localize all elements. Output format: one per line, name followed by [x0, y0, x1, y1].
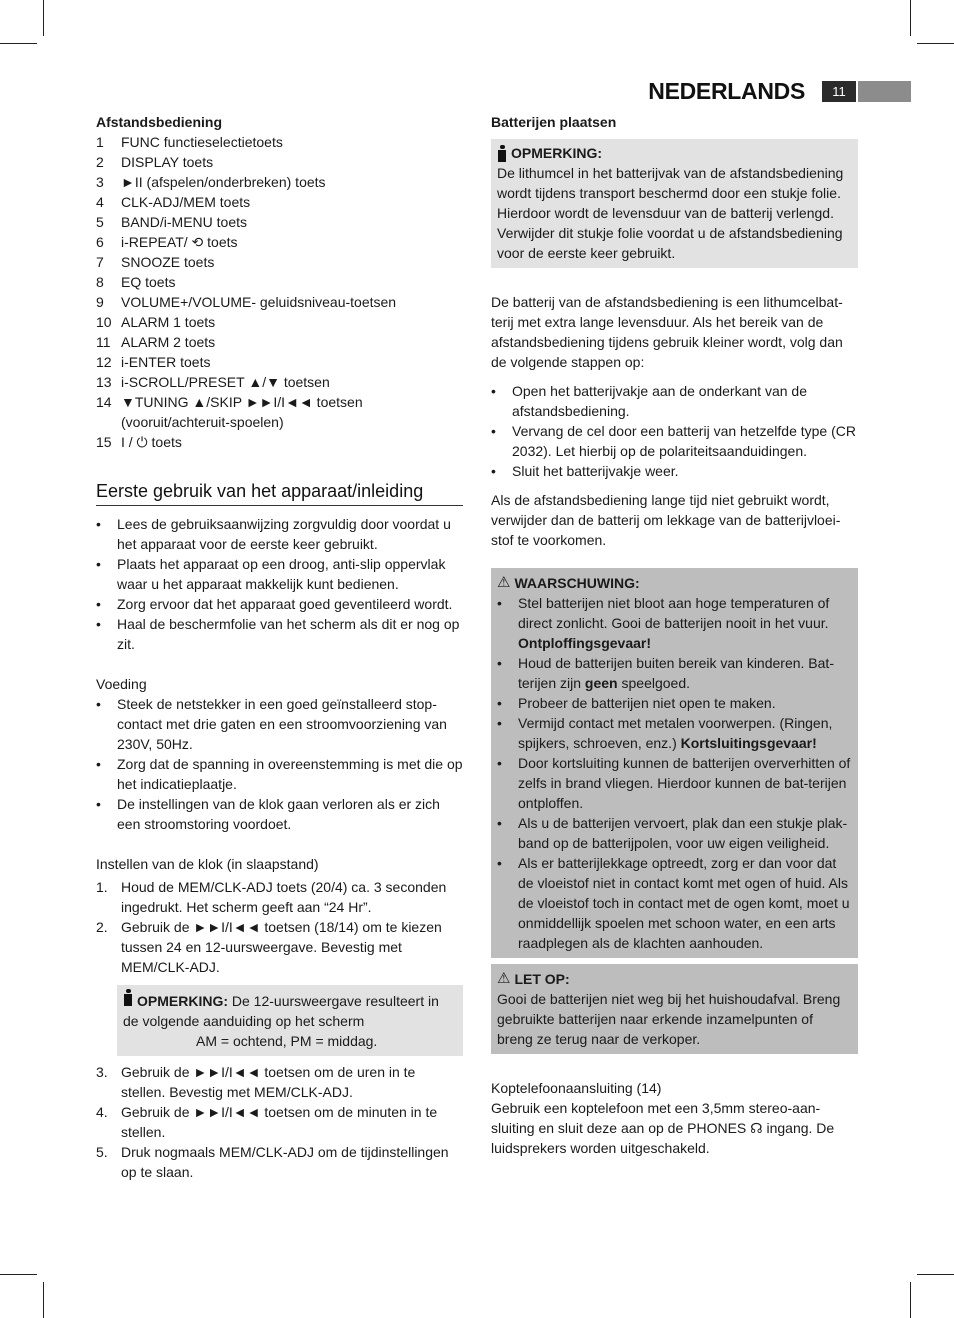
- language-heading: NEDERLANDS: [648, 78, 805, 104]
- power-list: [96, 694, 463, 834]
- bullet: •: [491, 463, 496, 479]
- item-text: i-ENTER toets: [121, 354, 211, 370]
- bullet: •: [491, 383, 496, 399]
- list-item: [96, 554, 463, 594]
- item-number: 6: [96, 234, 104, 250]
- first-use-list: [96, 514, 463, 654]
- item-text: Door kortsluiting kunnen de batterijen oververhitten of zelfs in brand vliegen. Hierdoor kunnen de bat-terijen ontploffen.: [518, 755, 851, 811]
- bullet: •: [96, 516, 101, 532]
- list-item: [497, 813, 852, 853]
- bullet: •: [497, 815, 502, 831]
- item-text: Plaats het apparaat op een droog, anti-slip oppervlak waar u het apparaat makkelijk kunt bedienen.: [117, 556, 446, 592]
- item-number: 3: [96, 174, 104, 190]
- warning-box: [491, 568, 858, 958]
- list-item: [96, 514, 463, 554]
- list-item: [96, 252, 463, 272]
- step-text: Gebruik de ►►I/I◄◄ toetsen om de minuten in te stellen.: [121, 1104, 438, 1140]
- item-text: DISPLAY toets: [121, 154, 214, 170]
- battery-long-text: Als de afstandsbediening lange tijd niet gebruikt wordt, verwijder dan de batterij om lekkage van de batterijvloei-stof te voorkomen.: [491, 492, 841, 548]
- bullet: •: [497, 855, 502, 871]
- list-item: [96, 232, 463, 252]
- list-item: [96, 917, 463, 977]
- battery-note-text: De lithumcel in het batterijvak van de afstandsbediening wordt tijdens transport beschermd door een stukje folie. Hierdoor wordt de levensduur van de batterij verlengd. Verwijder dit stukje folie voordat u de afstandsbediening voor de eerste keer gebruikt.: [497, 165, 844, 261]
- bullet: •: [96, 696, 101, 712]
- item-number: 4: [96, 194, 104, 210]
- item-text: Houd de batterijen buiten bereik van kinderen. Bat-terijen zijn: [518, 655, 834, 691]
- list-item: [96, 392, 463, 432]
- bullet: •: [96, 756, 101, 772]
- item-text: Steek de netstekker in een goed geïnstalleerd stop-contact met drie gaten en een stroomvoorziening van 230V, 50Hz.: [117, 696, 447, 752]
- item-number: 14: [96, 394, 112, 410]
- step-text: Druk nogmaals MEM/CLK-ADJ om de tijdinstellingen op te slaan.: [121, 1144, 449, 1180]
- list-item: [497, 653, 852, 693]
- item-text: Sluit het batterijvakje weer.: [512, 463, 679, 479]
- list-item: [497, 693, 852, 713]
- bullet: •: [96, 596, 101, 612]
- list-item: [497, 853, 852, 953]
- crop-mark: [43, 1282, 44, 1318]
- item-number: 11: [96, 334, 111, 350]
- item-text: BAND/i-MENU toets: [121, 214, 248, 230]
- crop-mark: [910, 0, 911, 36]
- step-number: 4.: [96, 1104, 108, 1120]
- list-item: [497, 713, 852, 753]
- bullet: •: [96, 556, 101, 572]
- item-number: 1: [96, 134, 104, 150]
- list-item: [497, 753, 852, 813]
- list-item: [96, 594, 463, 614]
- crop-mark: [917, 1274, 954, 1275]
- bullet: •: [497, 655, 502, 671]
- item-number: 5: [96, 214, 104, 230]
- clock-heading: Instellen van de klok (in slaapstand): [96, 856, 319, 872]
- item-text: Probeer de batterijen niet open te maken.: [518, 695, 776, 711]
- list-item: [491, 381, 858, 421]
- list-item: [96, 212, 463, 232]
- item-emphasis: Ontploffingsgevaar!: [518, 635, 652, 651]
- item-text: I / ⏻ toets: [121, 434, 182, 450]
- left-column: [96, 112, 463, 1182]
- crop-mark: [43, 0, 44, 36]
- list-item: [96, 312, 463, 332]
- item-text: Als u de batterijen vervoert, plak dan een stukje plak-band op de batterijpolen, voor uw eigen veiligheid.: [518, 815, 848, 851]
- item-text-after: speelgoed.: [617, 675, 691, 691]
- step-text: Gebruik de ►►I/I◄◄ toetsen om de uren in te stellen. Bevestig met MEM/CLK-ADJ.: [121, 1064, 416, 1100]
- crop-mark: [0, 1274, 37, 1275]
- headphone-heading: Koptelefoonaansluiting (14): [491, 1080, 662, 1096]
- bullet: •: [497, 695, 502, 711]
- list-item: [96, 152, 463, 172]
- bullet: •: [96, 616, 101, 632]
- note-text: De 12-uursweergave resulteert in de volgende aanduiding op het scherm: [123, 993, 439, 1029]
- bullet: •: [96, 796, 101, 812]
- item-number: 12: [96, 354, 112, 370]
- list-item: [96, 1062, 463, 1102]
- item-number: 10: [96, 314, 112, 330]
- clock-note-line2: AM = ochtend, PM = middag.: [196, 1033, 378, 1049]
- item-emphasis: geen: [584, 675, 618, 691]
- item-text: VOLUME+/VOLUME- geluidsniveau-toetsen: [121, 294, 397, 310]
- step-number: 1.: [96, 879, 108, 895]
- battery-note-title: [497, 143, 852, 163]
- header-bar: [858, 81, 911, 102]
- crop-mark: [910, 1282, 911, 1318]
- info-icon: [497, 145, 507, 162]
- page-number: 11: [822, 81, 856, 102]
- list-item: [96, 372, 463, 392]
- battery-heading: Batterijen plaatsen: [491, 114, 617, 130]
- item-number: 9: [96, 294, 104, 310]
- item-text: Als er batterijlekkage optreedt, zorg er dan voor dat de vloeistof niet in contact komt met ogen of huid. Als de vloeistof toch in contact met de ogen komt, moet u onmiddellijk spoelen met schoon water, en een arts raadplegen als de klachten aanhouden.: [518, 855, 850, 951]
- list-item: [96, 132, 463, 152]
- list-item: [96, 332, 463, 352]
- bullet: •: [497, 715, 502, 731]
- warning-triangle-icon: ⚠: [497, 574, 511, 591]
- item-text: ALARM 1 toets: [121, 314, 216, 330]
- list-item: [96, 172, 463, 192]
- item-text: ALARM 2 toets: [121, 334, 216, 350]
- item-text: Zorg dat de spanning in overeenstemming is met die op het indicatieplaatje.: [117, 756, 463, 792]
- item-number: 13: [96, 374, 112, 390]
- item-text: Lees de gebruiksaanwijzing zorgvuldig door voordat u het apparaat voor de eerste keer gebruikt.: [117, 516, 451, 552]
- caution-box: [491, 964, 858, 1054]
- item-text: Vermijd contact met metalen voorwerpen. (Ringen, spijkers, schroeven, enz.): [518, 715, 833, 751]
- bullet: •: [491, 423, 496, 439]
- step-text: Gebruik de ►►I/I◄◄ toetsen (18/14) om te kiezen tussen 24 en 12-uursweergave. Bevestig met MEM/CLK-ADJ.: [121, 919, 442, 975]
- step-number: 2.: [96, 919, 108, 935]
- item-text: De instellingen van de klok gaan verloren als er zich een stroomstoring voordoet.: [117, 796, 440, 832]
- item-text: ▼TUNING ▲/SKIP ►►I/I◄◄ toetsen (vooruit/achteruit-spoelen): [121, 394, 363, 430]
- item-text: Haal de beschermfolie van het scherm als dit er nog op zit.: [117, 616, 460, 652]
- item-text: Vervang de cel door een batterij van hetzelfde type (CR 2032). Let hierbij op de polariteitsaanduidingen.: [512, 423, 856, 459]
- warning-label: WAARSCHUWING:: [514, 575, 640, 591]
- item-number: 15: [96, 434, 112, 450]
- step-number: 3.: [96, 1064, 108, 1080]
- item-number: 2: [96, 154, 104, 170]
- item-text: SNOOZE toets: [121, 254, 215, 270]
- bullet: •: [497, 755, 502, 771]
- warning-triangle-icon: ⚠: [497, 970, 511, 987]
- item-text: CLK-ADJ/MEM toets: [121, 194, 251, 210]
- list-item: [96, 272, 463, 292]
- step-number: 5.: [96, 1144, 108, 1160]
- remote-key-list: [96, 132, 463, 452]
- remote-title: Afstandsbediening: [96, 114, 223, 130]
- caution-text: Gooi de batterijen niet weg bij het huishoudafval. Breng gebruikte batterijen naar erkende inzamelpunten of breng ze terug naar de verkoper.: [497, 991, 841, 1047]
- clock-steps-list: [96, 877, 463, 977]
- list-item: [491, 461, 858, 481]
- list-item: [96, 1102, 463, 1142]
- battery-steps-list: [491, 381, 858, 481]
- warning-list: [497, 593, 852, 953]
- bullet: •: [497, 595, 502, 611]
- battery-note-box: [491, 139, 858, 268]
- note-label: OPMERKING:: [137, 993, 228, 1009]
- list-item: [96, 754, 463, 794]
- power-heading: Voeding: [96, 676, 147, 692]
- list-item: [96, 432, 463, 452]
- caution-label: LET OP:: [514, 971, 570, 987]
- item-number: 8: [96, 274, 104, 290]
- warning-title: [497, 573, 852, 593]
- list-item: [96, 877, 463, 917]
- item-text: ►II (afspelen/onderbreken) toets: [121, 174, 326, 190]
- item-emphasis: Kortsluitingsgevaar!: [680, 735, 817, 751]
- list-item: [96, 794, 463, 834]
- right-column: [491, 112, 858, 1158]
- item-text: Open het batterijvakje aan de onderkant van de afstandsbediening.: [512, 383, 807, 419]
- list-item: [96, 192, 463, 212]
- list-item: [96, 292, 463, 312]
- clock-steps-list-continued: [96, 1062, 463, 1182]
- list-item: [491, 421, 858, 461]
- clock-note: [123, 989, 457, 1031]
- first-use-heading: Eerste gebruik van het apparaat/inleiding: [96, 478, 463, 506]
- clock-note-box: [117, 985, 463, 1056]
- caution-title: [497, 969, 852, 989]
- item-number: 7: [96, 254, 104, 270]
- crop-mark: [917, 43, 954, 44]
- info-icon: [123, 989, 133, 1006]
- list-item: [96, 614, 463, 654]
- list-item: [96, 694, 463, 754]
- step-text: Houd de MEM/CLK-ADJ toets (20/4) ca. 3 seconden ingedrukt. Het scherm geeft aan “24 Hr”.: [121, 879, 447, 915]
- list-item: [497, 593, 852, 653]
- note-label: OPMERKING:: [511, 145, 602, 161]
- item-text: Zorg ervoor dat het apparaat goed geventileerd wordt.: [117, 596, 453, 612]
- headphone-text: Gebruik een koptelefoon met een 3,5mm stereo-aan-sluiting en sluit deze aan op de PHONES ☊ ingang. De luidsprekers worden uitgeschakeld.: [491, 1100, 835, 1156]
- item-text: EQ toets: [121, 274, 176, 290]
- item-text: i-SCROLL/PRESET ▲/▼ toetsen: [121, 374, 330, 390]
- crop-mark: [0, 43, 37, 44]
- battery-intro: De batterij van de afstandsbediening is een lithumcelbat-terij met extra lange levensduur. Als het bereik van de afstandsbediening tijdens gebruik kleiner wordt, volg dan de volgende stappen op:: [491, 294, 843, 370]
- list-item: [96, 352, 463, 372]
- item-text: i-REPEAT/ ⟲ toets: [121, 234, 238, 250]
- list-item: [96, 1142, 463, 1182]
- item-text: FUNC functieselectietoets: [121, 134, 283, 150]
- item-text: Stel batterijen niet bloot aan hoge temperaturen of direct zonlicht. Gooi de batterijen nooit in het vuur.: [518, 595, 830, 631]
